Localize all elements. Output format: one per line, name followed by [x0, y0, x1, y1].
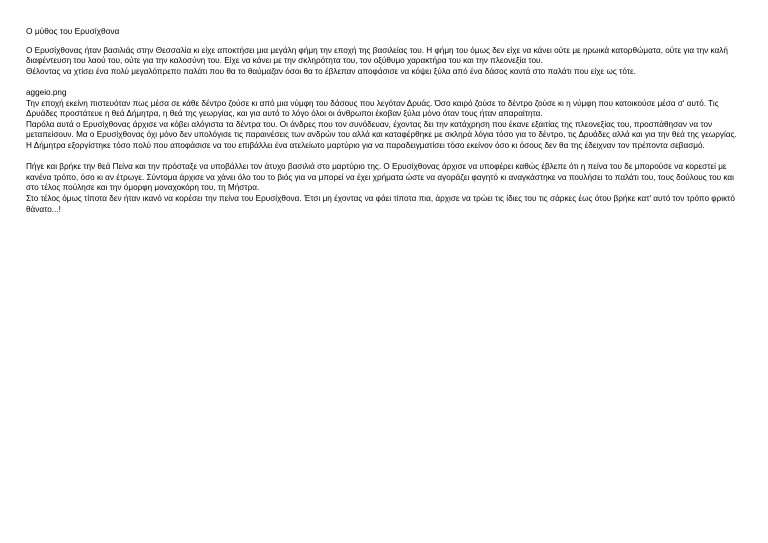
paragraph-palace-plan: Θέλοντας να χτίσει ένα πολύ μεγαλόπρεπο παλάτι που θα το θαύμαζαν όσοι θα το έβλεπαν αποφάσισε να κόψει ξύλα από ένα δάσος κοντά στο παλάτι που είχε ως τότε. [26, 66, 636, 76]
paragraph-dryads-belief: Την εποχή εκείνη πιστευόταν πως μέσα σε κάθε δέντρο ζούσε κι από μια νύμφη του δάσους που λεγόταν Δρυάς. Όσο καιρό ζούσε το δέντρο ζούσε κι η νύμφη που κατοικούσε μέσα σ' αυτό. Τις Δρυάδες προστάτευε η θεά Δήμητρα, η θεά της γεωργίας, και για αυτό το λόγο όλοι οι άνθρωποι έκοβαν ξύλα μόνο όταν τους ήταν απαραίτητα. [26, 98, 719, 119]
section-punishment [26, 162, 744, 215]
paragraph-hunger-curse: Πήγε και βρήκε την θεά Πείνα και την πρόσταξε να υποβάλλει τον άτυχο βασιλιά στο μαρτύριο της. Ο Ερυσίχθονας άρχισε να υποφέρει καθώς έβλεπε ότι η πείνα του δε μπορούσε να κορεστεί με κανένα τρόπο, όσο κι αν έτρωγε. Σύντομα άρχισε να χάνει όλο του το βιός για να μπορεί να έχει χρήματα ώστε να αγοράζει φαγητό κι αναγκάστηκε να πουλήσει το παλάτι του, τους δούλους του και στο τέλος πούλησε και την όμορφη μοναχοκόρη του, τη Μήστρα. [26, 162, 734, 193]
paragraph-tree-cutting: Παρόλα αυτά ο Ερυσίχθονας άρχισε να κόβει αλόγιστα τα δέντρα του. Οι άνδρες που τον συνόδευαν, έχοντας δει την κατάχρηση που έκανε εξαιτίας της πλεονεξίας του, προσπάθησαν να τον μεταπείσουν. Μα ο Ερυσίχθονας όχι μόνο δεν υπολόγισε τις παραινέσεις των ανδρών του αλλά και καταφέρθηκε με σκληρά λόγια τόσο για το δέντρο, τις Δρυάδες αλλά και για την θεά της γεωργίας. [26, 119, 737, 140]
paragraph-ending: Στο τέλος όμως τίποτα δεν ήταν ικανό να κορέσει την πείνα του Ερυσίχθονα. Έτσι μη έχοντας να φάει τίποτα πια, άρχισε να τρώει τις ίδιες του τις σάρκες έως ότου βρήκε κατ' αυτό τον τρόπο φρικτό θάνατο...! [26, 193, 735, 214]
spacer [26, 152, 744, 163]
section-dryads [26, 99, 744, 152]
paragraph-king-reputation: Ο Ερυσίχθονας ήταν βασιλιάς στην Θεσσαλία κι είχε αποκτήσει μια μεγάλη φήμη την εποχή της βασιλείας του. Η φήμη του όμως δεν είχε να κάνει ούτε με ηρωικά κατορθώματα, ούτε για την καλή διαφέντευση του λαού του, ούτε για την καλοσύνη του. Είχε να κάνει με την σκληρότητα του, τον οξύθυμο χαρακτήρα του και την πλεονεξία του. [26, 45, 728, 66]
paragraph-demeter-anger: Η Δήμητρα εξοργίστηκε τόσο πολύ που αποφάσισε να του επιβάλλει ένα ατελείωτο μαρτύριο για να παραδειγματίσει τόσο εκείνον όσο κι όσους δεν θα της έδειχναν τον πρέποντα σεβασμό. [26, 140, 705, 150]
document-body [26, 26, 744, 215]
section-intro [26, 46, 744, 78]
broken-image-alt: aggeio.png [26, 87, 67, 97]
document-title: Ο μύθος του Ερυσίχθονα [26, 26, 120, 36]
spacer [26, 77, 744, 88]
